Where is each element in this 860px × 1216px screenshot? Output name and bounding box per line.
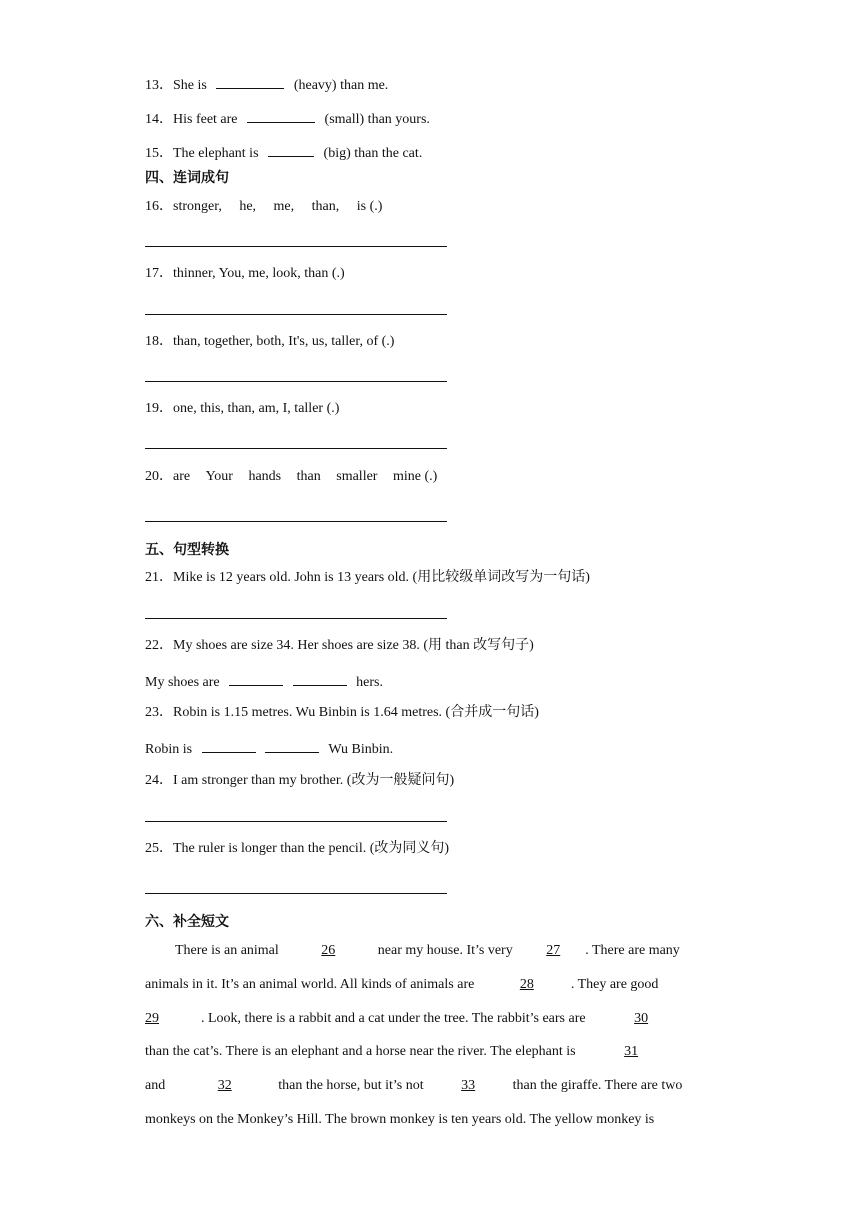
question-number: 14． (145, 112, 173, 127)
question-24: 24．I am stronger than my brother. (改为一般疑问句) (145, 773, 455, 788)
question-23-answer-line: Robin is Wu Binbin. (145, 738, 393, 759)
passage-line: and 32 than the horse, but it’s not 33 than the giraffe. There are two (145, 1078, 683, 1093)
blank-32[interactable]: 32 (217, 1078, 232, 1093)
answer-blank[interactable] (268, 142, 314, 157)
question-13: 13．She is (heavy) than me. (145, 74, 388, 95)
section-heading-4: 四、连词成句 (145, 170, 229, 186)
answer-blank[interactable] (229, 671, 283, 686)
answer-line[interactable] (145, 246, 447, 247)
blank-26[interactable]: 26 (321, 943, 336, 958)
question-16: 16．stronger, he, me, than, is (.) (145, 199, 383, 214)
question-number: 15． (145, 146, 173, 161)
question-14: 14．His feet are (small) than yours. (145, 108, 430, 129)
passage-line: than the cat’s. There is an elephant and a horse near the river. The elephant is 31 (145, 1044, 639, 1059)
question-17: 17．thinner, You, me, look, than (.) (145, 266, 345, 281)
question-15: 15．The elephant is (big) than the cat. (145, 142, 422, 163)
passage-line: animals in it. It’s an animal world. All kinds of animals are 28 . They are good (145, 977, 659, 992)
blank-30[interactable]: 30 (634, 1011, 649, 1026)
blank-31[interactable]: 31 (624, 1044, 639, 1059)
question-number: 13． (145, 78, 173, 93)
answer-line[interactable] (145, 618, 447, 619)
question-25: 25．The ruler is longer than the pencil. (改为同义句) (145, 841, 450, 856)
section-heading-6: 六、补全短文 (145, 914, 229, 930)
passage-line: There is an animal 26 near my house. It’s very 27 . There are many (175, 943, 680, 958)
section-heading-5: 五、句型转换 (145, 542, 229, 558)
question-20: 20．are Your hands than smaller mine (.) (145, 469, 438, 484)
question-18: 18．than, together, both, It's, us, taller, of (.) (145, 334, 395, 349)
answer-blank[interactable] (247, 108, 315, 123)
answer-line[interactable] (145, 314, 447, 315)
passage-line: 29 . Look, there is a rabbit and a cat under the tree. The rabbit’s ears are 30 (145, 1011, 649, 1026)
answer-line[interactable] (145, 448, 447, 449)
answer-line[interactable] (145, 821, 447, 822)
passage-line: monkeys on the Monkey’s Hill. The brown monkey is ten years old. The yellow monkey is (145, 1112, 655, 1127)
answer-blank[interactable] (216, 74, 284, 89)
question-22-answer-line: My shoes are hers. (145, 671, 383, 692)
answer-blank[interactable] (293, 671, 347, 686)
answer-blank[interactable] (265, 738, 319, 753)
blank-33[interactable]: 33 (461, 1078, 476, 1093)
answer-line[interactable] (145, 521, 447, 522)
answer-line[interactable] (145, 893, 447, 894)
question-21: 21．Mike is 12 years old. John is 13 years old. (用比较级单词改写为一句话) (145, 570, 590, 585)
question-19: 19．one, this, than, am, I, taller (.) (145, 401, 340, 416)
answer-line[interactable] (145, 381, 447, 382)
question-23: 23．Robin is 1.15 metres. Wu Binbin is 1.64 metres. (合并成一句话) (145, 705, 539, 720)
answer-blank[interactable] (202, 738, 256, 753)
blank-28[interactable]: 28 (519, 977, 534, 992)
blank-29[interactable]: 29 (145, 1011, 159, 1026)
blank-27[interactable]: 27 (546, 943, 561, 958)
question-22: 22．My shoes are size 34. Her shoes are size 38. (用 than 改写句子) (145, 638, 534, 653)
